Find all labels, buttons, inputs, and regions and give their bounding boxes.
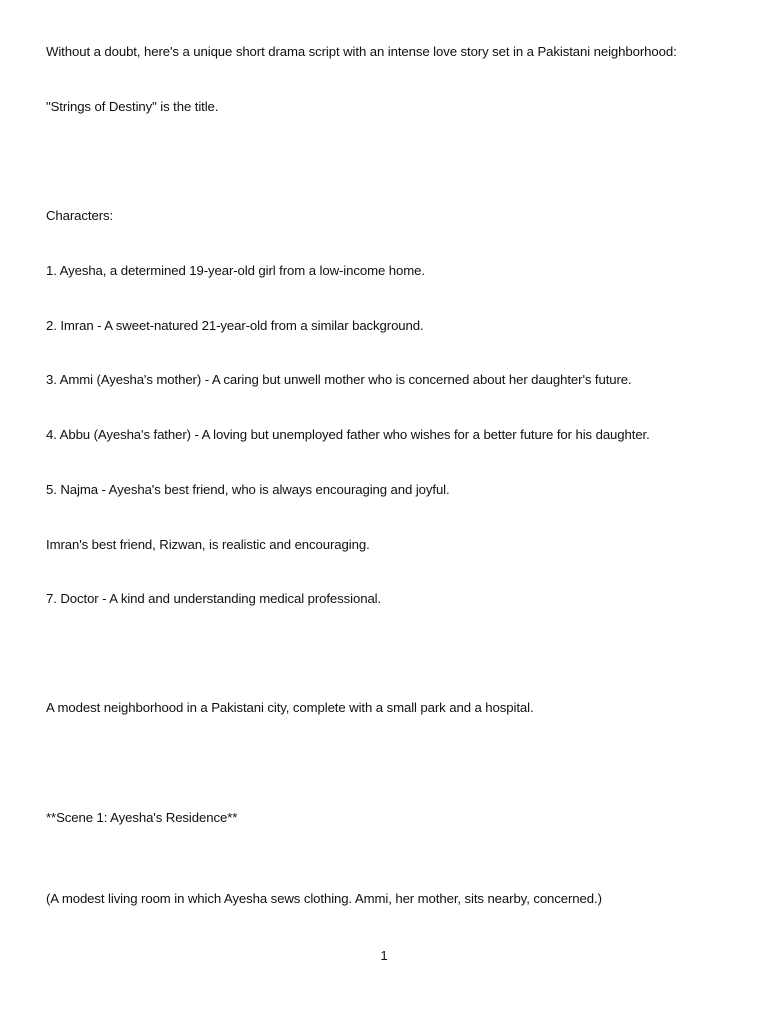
character-item: 5. Najma - Ayesha's best friend, who is always encouraging and joyful. [46,482,450,497]
scene-heading: **Scene 1: Ayesha's Residence** [46,810,238,825]
stage-direction: (A modest living room in which Ayesha sews clothing. Ammi, her mother, sits nearby, concerned.) [46,891,602,906]
character-item: 1. Ayesha, a determined 19-year-old girl from a low-income home. [46,263,425,278]
character-item: 4. Abbu (Ayesha's father) - A loving but unemployed father who wishes for a better future for his daughter. [46,427,650,442]
character-item: 2. Imran - A sweet-natured 21-year-old from a similar background. [46,318,424,333]
intro-paragraph: Without a doubt, here's a unique short drama script with an intense love story set in a Pakistani neighborhood: [46,44,677,59]
characters-heading: Characters: [46,208,114,223]
title-line: "Strings of Destiny" is the title. [46,99,219,114]
setting-paragraph: A modest neighborhood in a Pakistani city, complete with a small park and a hospital. [46,700,534,715]
character-item: 3. Ammi (Ayesha's mother) - A caring but unwell mother who is concerned about her daughter's future. [46,372,632,387]
character-item: 7. Doctor - A kind and understanding medical professional. [46,591,382,606]
character-item: Imran's best friend, Rizwan, is realistic and encouraging. [46,537,370,552]
page-number: 1 [380,948,388,963]
